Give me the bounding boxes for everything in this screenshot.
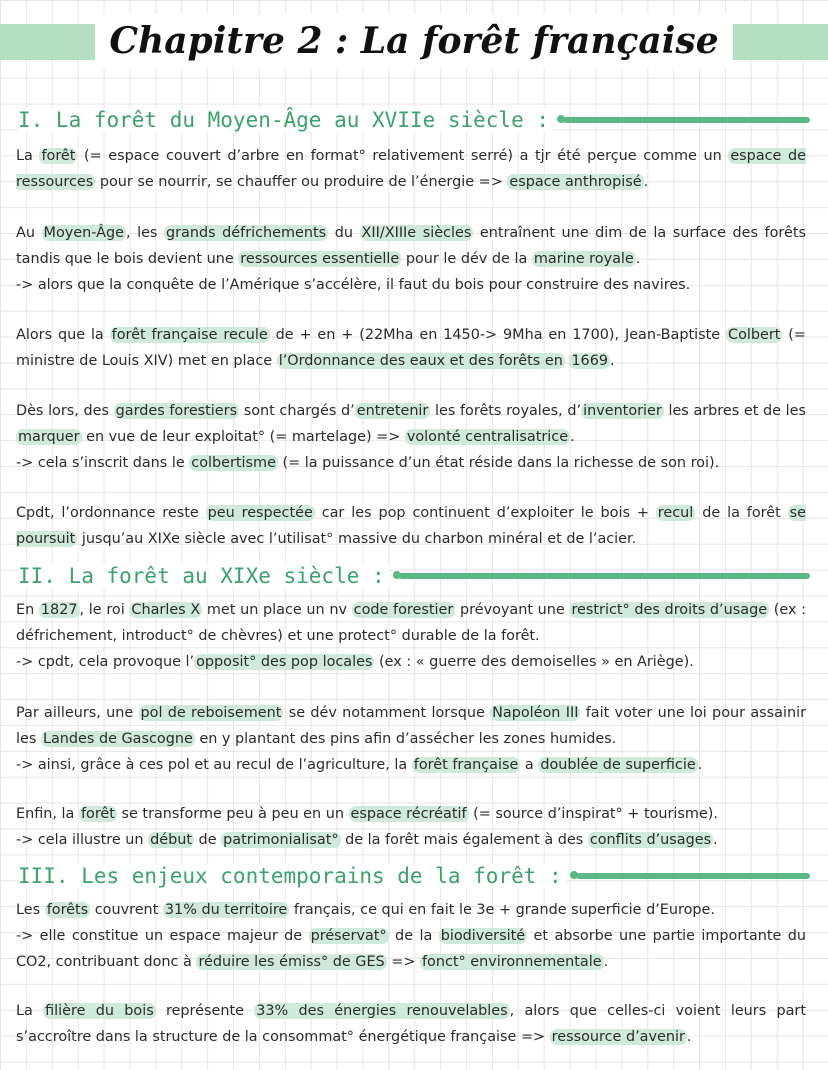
- highlighted-term: espace récréatif: [350, 806, 467, 822]
- section-heading-text: I. La forêt du Moyen-Âge au XVIIe siècle :: [18, 108, 553, 132]
- paragraph: [16, 398, 806, 476]
- text-run: -> ainsi, grâce à ces pol et au recul de l’agriculture, la: [16, 757, 412, 773]
- text-run: (= espace couvert d’arbre en format° relativement serré) a tjr été perçue comme un: [77, 148, 729, 164]
- text-run: -> cela s’inscrit dans le: [16, 455, 190, 471]
- text-run: -> elle constitue un espace majeur de: [16, 928, 309, 944]
- text-run: .: [686, 1029, 692, 1045]
- text-run: , le roi: [79, 602, 130, 618]
- highlighted-term: 33% des énergies renouvelables: [256, 1003, 508, 1019]
- text-run: , les: [125, 225, 164, 241]
- paragraph-line: [16, 897, 806, 923]
- highlighted-term: filière du bois: [45, 1003, 154, 1019]
- highlighted-term: inventorier: [583, 403, 662, 419]
- section-heading-text: II. La forêt au XIXe siècle :: [18, 564, 389, 588]
- paragraph-line: [16, 220, 806, 272]
- text-run: en vue de leur exploitat° (= martelage) =>: [81, 429, 405, 445]
- highlighted-term: réduire les émiss° de GES: [198, 954, 385, 970]
- text-run: pour se nourrir, se chauffer ou produire de l’énergie =>: [95, 174, 508, 190]
- paragraph: [16, 897, 806, 975]
- text-run: couvrent: [90, 902, 163, 918]
- text-run: (ex : « guerre des demoiselles » en Ariège).: [374, 654, 694, 670]
- text-run: se transforme peu à peu en un: [116, 806, 349, 822]
- highlighted-term: volonté centralisatrice: [406, 429, 569, 445]
- highlighted-term: préservat°: [310, 928, 387, 944]
- text-run: -> cela illustre un: [16, 832, 149, 848]
- paragraph: [16, 998, 806, 1050]
- highlighted-term: ressources essentielle: [240, 251, 400, 267]
- text-run: en y plantant des pins afin d’assécher les zones humides.: [194, 731, 617, 747]
- text-run: pour le dév de la: [401, 251, 532, 267]
- highlighted-term: colbertisme: [191, 455, 276, 471]
- highlighted-term: Landes de Gascogne: [42, 731, 193, 747]
- highlighted-term: marquer: [18, 429, 80, 445]
- text-run: Enfin, la: [16, 806, 79, 822]
- text-run: Au: [16, 225, 42, 241]
- text-run: La: [16, 148, 40, 164]
- highlighted-term: recul: [657, 505, 694, 521]
- highlighted-term: 1827: [40, 602, 78, 618]
- highlighted-term: forêt: [41, 148, 76, 164]
- text-run: .: [643, 174, 649, 190]
- text-run: les forêts royales, d’: [430, 403, 582, 419]
- highlighted-term: XII/XIIIe siècles: [361, 225, 472, 241]
- section-heading-3: [18, 859, 810, 893]
- highlighted-term: patrimonialisat°: [223, 832, 339, 848]
- text-run: .: [697, 757, 703, 773]
- paragraph-arrow-line: [16, 649, 806, 675]
- text-run: Par ailleurs, une: [16, 705, 139, 721]
- highlighted-term: conflits d’usages: [589, 832, 712, 848]
- text-run: .: [570, 429, 575, 445]
- text-run: (= la puissance d’un état réside dans la richesse de son roi).: [277, 455, 720, 471]
- text-run: Les: [16, 902, 45, 918]
- text-run: de la: [388, 928, 439, 944]
- text-run: Cpdt, l’ordonnance reste: [16, 505, 206, 521]
- section-heading-2: [18, 559, 810, 593]
- paragraph: [16, 143, 806, 195]
- text-run: En: [16, 602, 39, 618]
- paragraph: [16, 801, 806, 853]
- highlighted-term: l’Ordonnance des eaux et des forêts en: [278, 353, 563, 369]
- highlighted-term: Colbert: [728, 327, 781, 343]
- highlighted-term: opposit° des pop locales: [196, 654, 373, 670]
- highlighted-term: Charles X: [131, 602, 201, 618]
- highlighted-term: espace anthropisé: [509, 174, 642, 190]
- paragraph: [16, 322, 806, 374]
- highlighted-term: peu respectée: [207, 505, 313, 521]
- highlighted-term: ressource d’avenir: [551, 1029, 685, 1045]
- text-run: représente: [155, 1003, 255, 1019]
- paragraph: [16, 700, 806, 778]
- text-run: =>: [386, 954, 420, 970]
- text-run: (ex : défrichement, introduct° de chèvres) et une protect° durable de la forêt.: [16, 602, 807, 644]
- heading-rule: [576, 873, 810, 879]
- text-run: se dév notamment lorsque: [283, 705, 491, 721]
- highlighted-term: code forestier: [353, 602, 454, 618]
- text-run: jusqu’au XIXe siècle avec l’utilisat° massive du charbon minéral et de l’acier.: [77, 531, 637, 547]
- highlighted-term: Napoléon III: [492, 705, 579, 721]
- text-run: fait voter une loi pour assainir les: [16, 705, 806, 747]
- highlighted-term: gardes forestiers: [115, 403, 238, 419]
- text-run: met un place un nv: [202, 602, 352, 618]
- highlighted-term: début: [150, 832, 192, 848]
- text-run: français, ce qui en fait le 3e + grande superficie d’Europe.: [289, 902, 715, 918]
- paragraph: [16, 220, 806, 298]
- paragraph-line: [16, 801, 806, 827]
- paragraph-line: [16, 398, 806, 450]
- text-run: de la forêt mais également à des: [340, 832, 588, 848]
- text-run: , alors que celles-ci voient leurs part s’accroître dans la structure de la consommat° énergétique française =>: [16, 1003, 806, 1045]
- highlighted-term: Moyen-Âge: [43, 225, 124, 241]
- highlighted-term: doublée de superficie: [540, 757, 696, 773]
- highlighted-term: forêt française: [413, 757, 519, 773]
- paragraph-line: [16, 322, 806, 374]
- highlighted-term: forêt: [80, 806, 115, 822]
- section-heading-text: III. Les enjeux contemporains de la forêt :: [18, 864, 566, 888]
- text-run: de la forêt: [695, 505, 788, 521]
- text-run: sont chargés d’: [239, 403, 355, 419]
- text-run: Alors que la: [16, 327, 110, 343]
- text-run: Dès lors, des: [16, 403, 114, 419]
- text-run: .: [610, 353, 615, 369]
- text-run: .: [635, 251, 641, 267]
- paragraph-arrow-line: [16, 752, 806, 778]
- paragraph-line: [16, 597, 806, 649]
- text-run: -> cpdt, cela provoque l’: [16, 654, 195, 670]
- text-run: La: [16, 1003, 44, 1019]
- text-run: prévoyant une: [455, 602, 570, 618]
- text-run: et absorbe une partie importante du CO2, contribuant donc à: [16, 928, 807, 970]
- text-run: a: [520, 757, 539, 773]
- heading-rule: [563, 117, 810, 123]
- highlighted-term: espace de ressources: [16, 148, 806, 190]
- text-run: de: [193, 832, 222, 848]
- paragraph-arrow-line: [16, 272, 806, 298]
- section-heading-1: [18, 103, 810, 137]
- paragraph: [16, 597, 806, 675]
- text-run: du: [328, 225, 360, 241]
- text-run: .: [603, 954, 609, 970]
- text-run: de + en + (22Mha en 1450-> 9Mha en 1700), Jean-Baptiste: [269, 327, 727, 343]
- paragraph-arrow-line: [16, 450, 806, 476]
- highlighted-term: 31% du territoire: [164, 902, 288, 918]
- heading-rule: [399, 573, 810, 579]
- highlighted-term: entretenir: [356, 403, 429, 419]
- text-run: (= source d’inspirat° + tourisme).: [468, 806, 718, 822]
- paragraph-line: [16, 998, 806, 1050]
- text-run: car les pop continuent d’exploiter le bois +: [314, 505, 656, 521]
- highlighted-term: 1669: [571, 353, 609, 369]
- paragraph-arrow-line: [16, 827, 806, 853]
- paragraph: [16, 500, 806, 552]
- page-title-text: Chapitre 2 : La forêt française: [95, 14, 732, 68]
- paragraph-line: [16, 700, 806, 752]
- paragraph-line: [16, 500, 806, 552]
- highlighted-term: biodiversité: [440, 928, 526, 944]
- text-run: entraînent une dim de la surface des forêts tandis que le bois devient une: [16, 225, 807, 267]
- highlighted-term: forêt française recule: [111, 327, 268, 343]
- page-title: [0, 14, 828, 68]
- highlighted-term: grands défrichements: [165, 225, 327, 241]
- highlighted-term: forêts: [46, 902, 89, 918]
- highlighted-term: se poursuit: [16, 505, 807, 547]
- highlighted-term: marine royale: [533, 251, 634, 267]
- paragraph-line: [16, 143, 806, 195]
- text-run: -> alors que la conquête de l’Amérique s’accélère, il faut du bois pour construire des navires.: [16, 277, 691, 293]
- text-run: .: [713, 832, 718, 848]
- highlighted-term: pol de reboisement: [140, 705, 282, 721]
- highlighted-term: restrict° des droits d’usage: [571, 602, 768, 618]
- highlighted-term: fonct° environnementale: [421, 954, 602, 970]
- paragraph-arrow-line: [16, 923, 806, 975]
- text-run: (= ministre de Louis XIV) met en place: [16, 327, 806, 369]
- text-run: les arbres et de les: [663, 403, 806, 419]
